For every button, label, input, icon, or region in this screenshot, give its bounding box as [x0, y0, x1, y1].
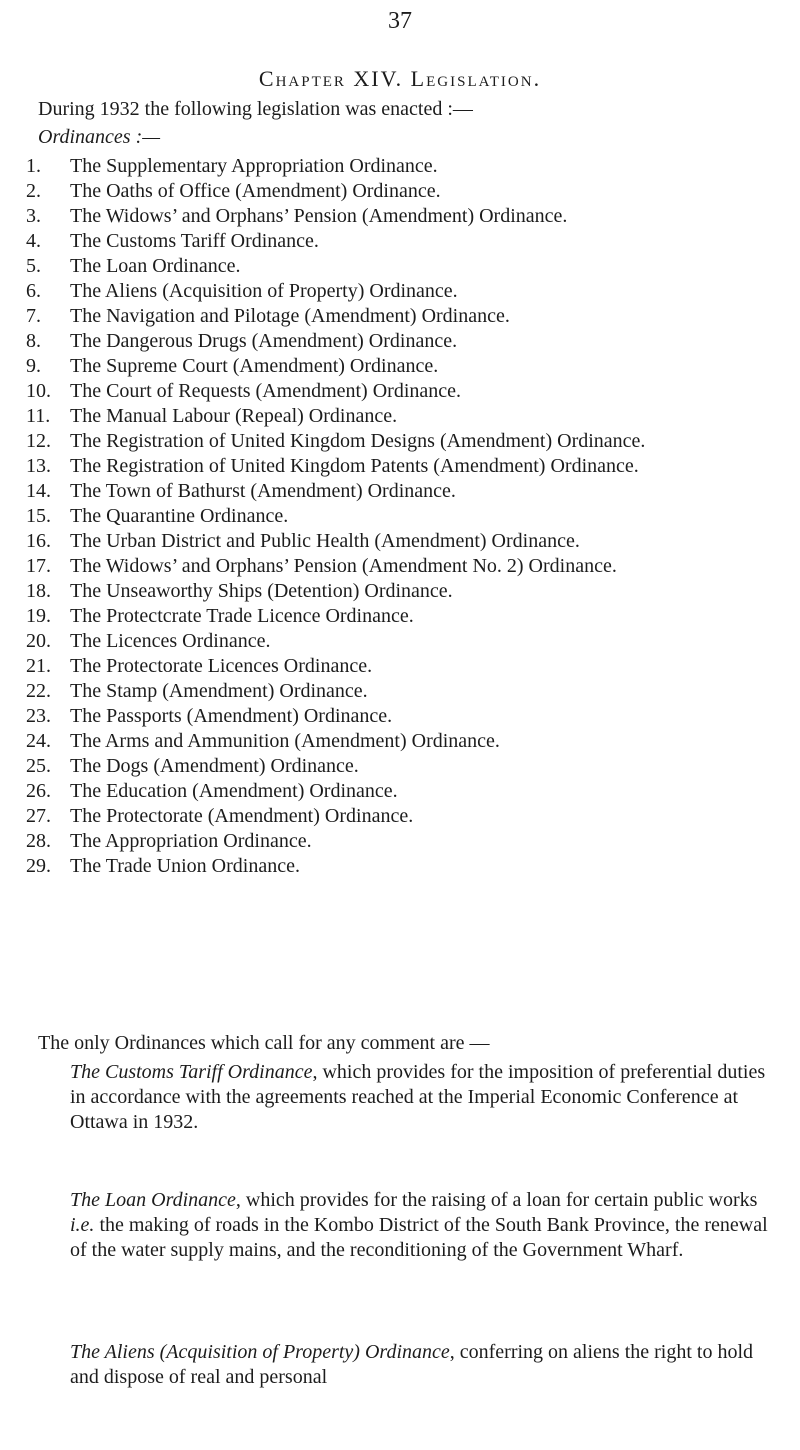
- ordinance-item: [0, 404, 800, 429]
- ordinance-item: [0, 504, 800, 529]
- ordinance-number: 15.: [26, 505, 51, 527]
- ordinance-title: The Passports (Amendment) Ordinance.: [70, 705, 393, 727]
- ordinance-title: The Manual Labour (Repeal) Ordinance.: [70, 405, 398, 427]
- ordinance-title: The Stamp (Amendment) Ordinance.: [70, 680, 368, 702]
- ordinance-title: The Dangerous Drugs (Amendment) Ordinance.: [70, 330, 458, 352]
- paragraph-customs: [70, 1060, 770, 1135]
- ordinance-title: The Trade Union Ordinance.: [70, 855, 300, 877]
- ordinance-number: 27.: [26, 805, 51, 827]
- ordinance-item: [0, 604, 800, 629]
- ordinance-item: [0, 704, 800, 729]
- paragraph-body: , which provides for the imposition of preferential duties in accordance with the agreements reached at the Imperial Economic Conference at Ottawa in 1932.: [70, 1061, 766, 1133]
- paragraph-title: The Aliens (Acquisition of Property) Ordinance: [70, 1341, 450, 1363]
- ordinance-item: [0, 579, 800, 604]
- paragraph-title: The Customs Tariff Ordinance: [70, 1061, 313, 1083]
- ordinance-item: [0, 529, 800, 554]
- ordinance-item: [0, 729, 800, 754]
- ordinance-number: 5.: [26, 255, 41, 277]
- ordinance-title: The Town of Bathurst (Amendment) Ordinance.: [70, 480, 456, 502]
- chapter-heading: Chapter XIV. Legislation.: [258, 66, 542, 91]
- ordinance-number: 4.: [26, 230, 41, 252]
- ordinance-list: [0, 154, 800, 879]
- ordinance-number: 13.: [26, 455, 51, 477]
- paragraph-aliens: [70, 1340, 770, 1390]
- ordinance-number: 20.: [26, 630, 51, 652]
- commentary-intro: The only Ordinances which call for any comment are —: [38, 1032, 490, 1054]
- ordinance-number: 12.: [26, 430, 51, 452]
- ordinance-title: The Registration of United Kingdom Designs (Amendment) Ordinance.: [70, 430, 646, 452]
- ordinance-title: The Urban District and Public Health (Amendment) Ordinance.: [70, 530, 580, 552]
- ordinance-item: [0, 554, 800, 579]
- ordinance-item: [0, 679, 800, 704]
- ordinance-title: The Quarantine Ordinance.: [70, 505, 289, 527]
- ordinance-number: 16.: [26, 530, 51, 552]
- ordinance-title: The Oaths of Office (Amendment) Ordinance.: [70, 180, 441, 202]
- ordinance-item: [0, 379, 800, 404]
- ordinance-number: 1.: [26, 155, 41, 177]
- ordinance-title: The Widows’ and Orphans’ Pension (Amendment No. 2) Ordinance.: [70, 555, 617, 577]
- paragraph-loan: [70, 1188, 770, 1263]
- paragraph-body: the making of roads in the Kombo District of the South Bank Province, the renewal of the water supply mains, and the reconditioning of the Government Wharf.: [70, 1214, 768, 1261]
- ordinance-item: [0, 479, 800, 504]
- ordinance-item: [0, 304, 800, 329]
- ordinance-title: The Protectorate (Amendment) Ordinance.: [70, 805, 414, 827]
- ordinance-item: [0, 204, 800, 229]
- ordinance-number: 17.: [26, 555, 51, 577]
- ordinance-number: 8.: [26, 330, 41, 352]
- ordinance-title: The Court of Requests (Amendment) Ordinance.: [70, 380, 462, 402]
- ordinance-title: The Aliens (Acquisition of Property) Ordinance.: [70, 280, 458, 302]
- ordinance-item: [0, 779, 800, 804]
- ordinance-title: The Customs Tariff Ordinance.: [70, 230, 319, 252]
- ordinance-item: [0, 654, 800, 679]
- ordinance-number: 29.: [26, 855, 51, 877]
- ordinance-item: [0, 854, 800, 879]
- ordinance-item: [0, 254, 800, 279]
- ordinance-number: 25.: [26, 755, 51, 777]
- ordinance-title: The Appropriation Ordinance.: [70, 830, 312, 852]
- ordinance-title: The Protectcrate Trade Licence Ordinance.: [70, 605, 414, 627]
- ordinance-title: The Arms and Ammunition (Amendment) Ordinance.: [70, 730, 500, 752]
- ordinance-number: 28.: [26, 830, 51, 852]
- page-number: 37: [388, 8, 412, 34]
- ordinance-number: 26.: [26, 780, 51, 802]
- ordinance-number: 18.: [26, 580, 51, 602]
- ordinance-title: The Supplementary Appropriation Ordinance.: [70, 155, 438, 177]
- ordinance-item: [0, 454, 800, 479]
- ordinance-title: The Protectorate Licences Ordinance.: [70, 655, 373, 677]
- ordinance-title: The Unseaworthy Ships (Detention) Ordinance.: [70, 580, 453, 602]
- ordinance-title: The Licences Ordinance.: [70, 630, 271, 652]
- ordinance-title: The Dogs (Amendment) Ordinance.: [70, 755, 359, 777]
- paragraph-abbrev: i.e.: [70, 1214, 95, 1236]
- ordinance-item: [0, 429, 800, 454]
- ordinance-number: 24.: [26, 730, 51, 752]
- ordinance-item: [0, 354, 800, 379]
- ordinance-number: 2.: [26, 180, 41, 202]
- ordinance-title: The Supreme Court (Amendment) Ordinance.: [70, 355, 439, 377]
- ordinance-title: The Widows’ and Orphans’ Pension (Amendment) Ordinance.: [70, 205, 568, 227]
- ordinance-number: 19.: [26, 605, 51, 627]
- ordinance-number: 23.: [26, 705, 51, 727]
- paragraph-title: The Loan Ordinance: [70, 1189, 236, 1211]
- ordinance-number: 21.: [26, 655, 51, 677]
- ordinance-item: [0, 804, 800, 829]
- ordinance-title: The Education (Amendment) Ordinance.: [70, 780, 398, 802]
- ordinance-number: 14.: [26, 480, 51, 502]
- ordinance-number: 10.: [26, 380, 51, 402]
- ordinance-item: [0, 279, 800, 304]
- ordinance-number: 6.: [26, 280, 41, 302]
- ordinance-item: [0, 629, 800, 654]
- paragraph-body: , conferring on aliens the right to hold and dispose of real and personal: [70, 1341, 754, 1388]
- ordinance-title: The Loan Ordinance.: [70, 255, 241, 277]
- ordinance-number: 9.: [26, 355, 41, 377]
- ordinance-number: 3.: [26, 205, 41, 227]
- ordinance-number: 7.: [26, 305, 41, 327]
- ordinance-title: The Navigation and Pilotage (Amendment) Ordinance.: [70, 305, 510, 327]
- ordinance-item: [0, 154, 800, 179]
- ordinance-item: [0, 329, 800, 354]
- section-heading: Ordinances :—: [38, 126, 161, 148]
- ordinance-item: [0, 754, 800, 779]
- ordinance-item: [0, 829, 800, 854]
- intro-line: During 1932 the following legislation was enacted :—: [38, 98, 473, 120]
- ordinance-item: [0, 229, 800, 254]
- ordinance-number: 22.: [26, 680, 51, 702]
- ordinance-item: [0, 179, 800, 204]
- ordinance-number: 11.: [26, 405, 51, 427]
- ordinance-title: The Registration of United Kingdom Patents (Amendment) Ordinance.: [70, 455, 639, 477]
- paragraph-body: , which provides for the raising of a loan for certain public works: [235, 1189, 758, 1211]
